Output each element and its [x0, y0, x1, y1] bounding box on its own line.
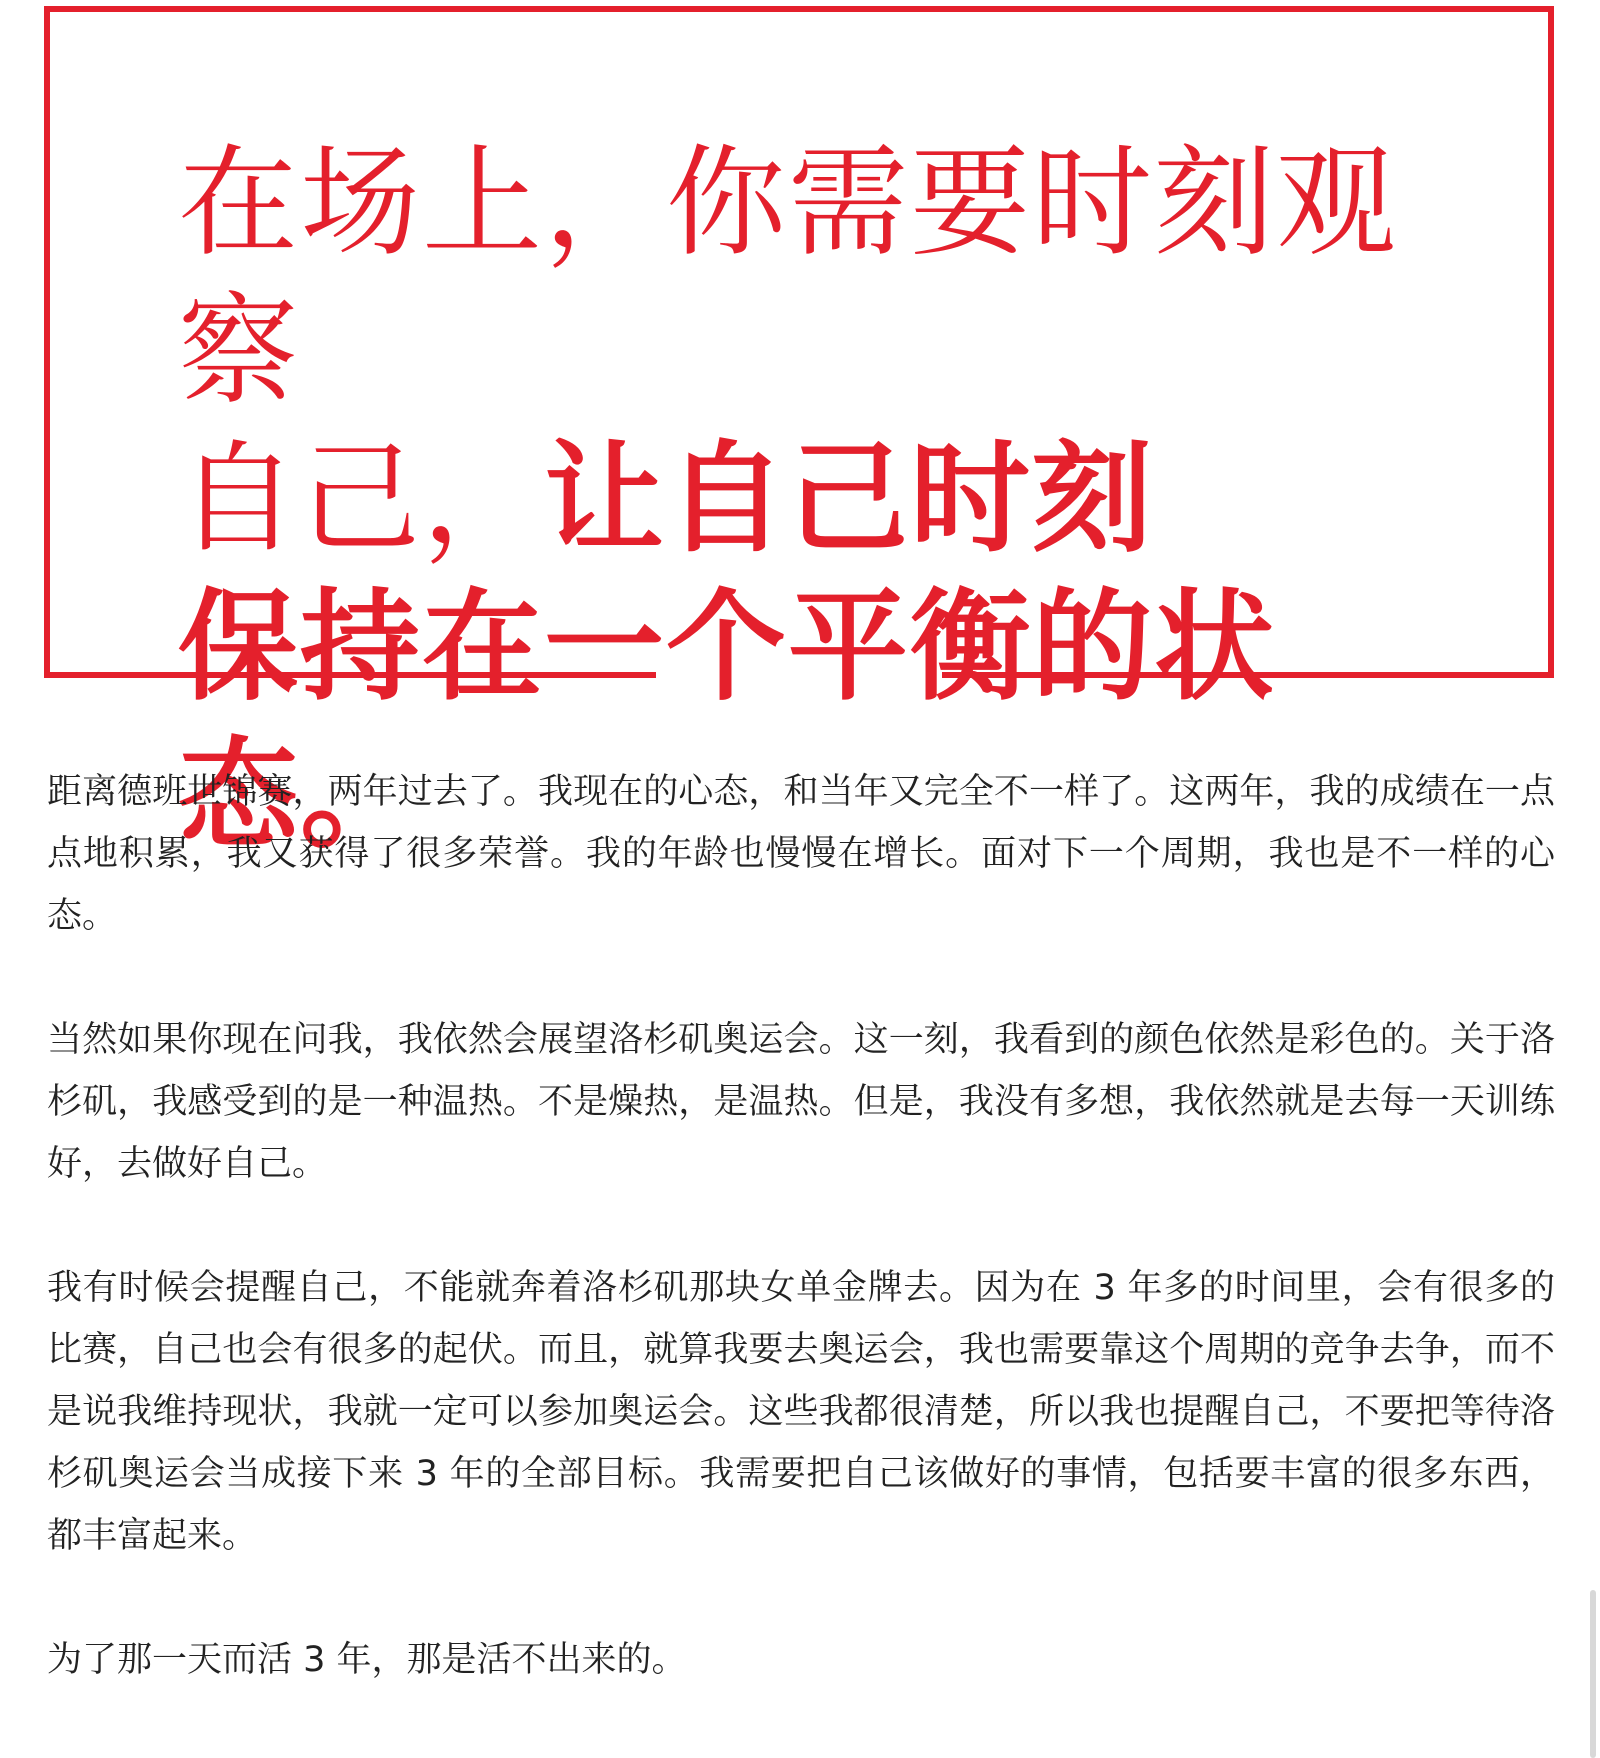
pull-quote-line-1	[178, 130, 1478, 426]
article-paragraph: 我有时候会提醒自己，不能就奔着洛杉矶那块女单金牌去。因为在 3 年多的时间里，会有很多的比赛，自己也会有很多的起伏。而且，就算我要去奥运会，我也需要靠这个周期的竞争去争，而不是说我维持现状，我就一定可以参加奥运会。这些我都很清楚，所以我也提醒自己，不要把等待洛杉矶奥运会当成接下来 3 年的全部目标。我需要把自己该做好的事情，包括要丰富的很多东西，都丰富起来。	[47, 1268, 1555, 1556]
scrollbar-thumb[interactable]	[1590, 1590, 1596, 1758]
pull-quote-line-3-bold: 保持在一个平衡的状态。	[178, 578, 1276, 865]
pull-quote	[178, 130, 1478, 870]
article-body	[47, 761, 1555, 1753]
frame-top-border	[44, 6, 1554, 12]
pull-quote-line-1-text: 在场上，你需要时刻观察	[178, 134, 1398, 421]
pull-quote-line-2-bold: 让自己时刻	[544, 430, 1154, 569]
article-paragraph: 为了那一天而活 3 年，那是活不出来的。	[47, 1640, 687, 1680]
pull-quote-line-2	[178, 426, 1478, 574]
frame-left-border	[44, 6, 50, 678]
article-paragraph: 距离德班世锦赛，两年过去了。我现在的心态，和当年又完全不一样了。这两年，我的成绩在一点点地积累，我又获得了很多荣誉。我的年龄也慢慢在增长。面对下一个周期，我也是不一样的心态。	[47, 772, 1555, 936]
frame-right-border	[1548, 6, 1554, 678]
article-paragraph: 当然如果你现在问我，我依然会展望洛杉矶奥运会。这一刻，我看到的颜色依然是彩色的。关于洛杉矶，我感受到的是一种温热。不是燥热，是温热。但是，我没有多想，我依然就是去每一天训练好，去做好自己。	[47, 1020, 1555, 1184]
pull-quote-line-2-light: 自己，	[178, 430, 544, 569]
